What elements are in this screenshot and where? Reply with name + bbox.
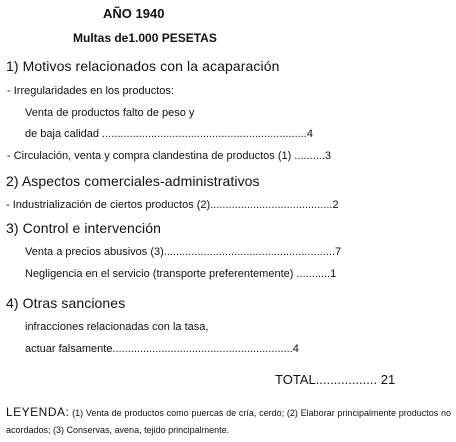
section-3-line-1: Venta a precios abusivos (3)........................................................7 — [25, 246, 342, 258]
section-4-line-2: actuar falsamente...........................................................4 — [25, 343, 299, 355]
section-1-line-1: - Irregularidades en los productos: — [7, 85, 174, 97]
legend-label: LEYENDA: — [6, 405, 70, 419]
section-2-line-1: - Industrialización de ciertos productos (2)........................................2 — [6, 199, 339, 211]
legend — [6, 404, 451, 439]
document-title: AÑO 1940 — [103, 6, 165, 21]
total-line: TOTAL................. 21 — [275, 372, 396, 387]
document-subtitle: Multas de1.000 PESETAS — [73, 31, 217, 45]
section-4-line-1: infracciones relacionadas con la tasa, — [25, 321, 209, 333]
section-heading-3: 3) Control e intervención — [6, 220, 162, 236]
section-heading-2: 2) Aspectos comerciales-administrativos — [6, 173, 260, 189]
legend-text: (1) Venta de productos como puercas de cría, cerdo; (2) Elaborar principalmente productos no acordados; (3) Conservas, avena, tejido principalmente. — [6, 408, 451, 435]
section-heading-1: 1) Motivos relacionados con la acaparación — [6, 58, 280, 74]
section-1-line-3: de baja calidad ...................................................................4 — [25, 128, 313, 140]
section-3-line-2: Negligencia en el servicio (transporte preferentemente) ...........1 — [25, 268, 337, 280]
section-heading-4: 4) Otras sanciones — [6, 295, 126, 311]
section-1-line-4: - Circulación, venta y compra clandestina de productos (1) ..........3 — [7, 150, 332, 162]
section-1-line-2: Venta de productos falto de peso y — [25, 107, 195, 119]
